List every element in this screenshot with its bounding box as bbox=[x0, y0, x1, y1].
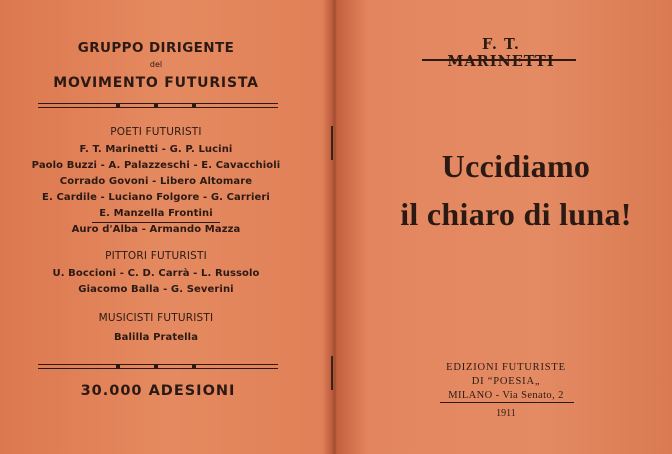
poet-line: Auro d'Alba - Armando Mazza bbox=[71, 224, 241, 235]
front-cover-page bbox=[336, 0, 672, 454]
musician-line: Balilla Pratella bbox=[113, 332, 199, 343]
title-line-1: Uccidiamo bbox=[441, 148, 591, 184]
publication-year: 1911 bbox=[496, 408, 516, 419]
painter-line: Giacomo Balla - G. Severini bbox=[78, 284, 234, 295]
author-name: F. T. MARINETTI bbox=[447, 36, 555, 70]
poet-line: F. T. Marinetti - G. P. Lucini bbox=[79, 144, 233, 155]
publisher-line-2: DI “POESIA„ bbox=[471, 376, 541, 387]
underline-mark bbox=[92, 222, 220, 223]
musicians-title: MUSICISTI FUTURISTI bbox=[98, 312, 214, 324]
heading-movimento: MOVIMENTO FUTURISTA bbox=[53, 75, 259, 91]
poet-line: E. Cardile - Luciano Folgore - G. Carrieri bbox=[42, 192, 270, 203]
address-underline bbox=[440, 402, 574, 403]
back-cover-page bbox=[0, 0, 333, 454]
title-line-2: il chiaro di luna! bbox=[400, 196, 632, 232]
poet-line: Paolo Buzzi - A. Palazzeschi - E. Cavacchioli bbox=[31, 160, 281, 171]
painter-line: U. Boccioni - C. D. Carrà - L. Russolo bbox=[52, 268, 260, 279]
poet-line: Corrado Govoni - Libero Altomare bbox=[59, 176, 253, 187]
heading-gruppo: GRUPPO DIRIGENTE bbox=[77, 40, 235, 56]
publisher-address: MILANO - Via Senato, 2 bbox=[448, 390, 564, 401]
adesioni-footer: 30.000 ADESIONI bbox=[80, 383, 236, 399]
heading-del: del bbox=[149, 60, 163, 69]
publisher-line-1: EDIZIONI FUTURISTE bbox=[446, 362, 566, 373]
poet-line: E. Manzella Frontini bbox=[99, 208, 213, 219]
poets-title: POETI FUTURISTI bbox=[110, 126, 202, 138]
painters-title: PITTORI FUTURISTI bbox=[105, 250, 207, 262]
author-underline bbox=[422, 59, 576, 61]
